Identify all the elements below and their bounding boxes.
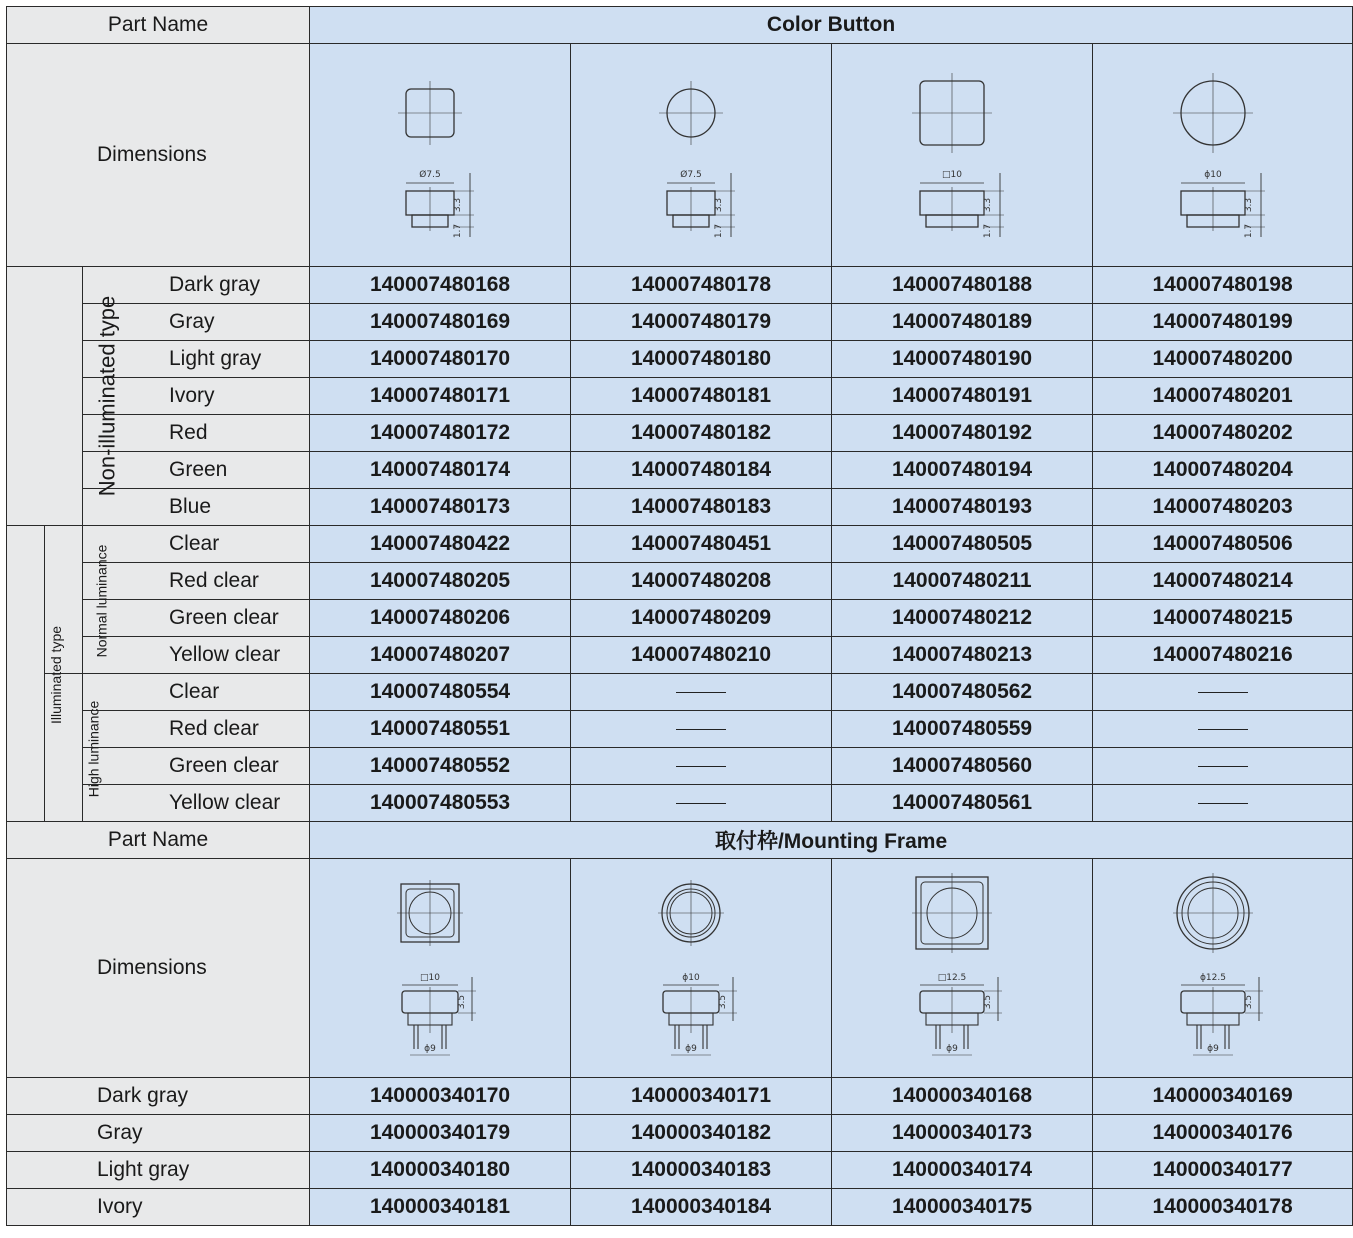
drawing-dimension-label: □12.5 bbox=[937, 973, 967, 983]
drawing-pin-label: ϕ9 bbox=[685, 1044, 697, 1054]
part-code: 140007480552 bbox=[310, 748, 571, 785]
drawing-dimension-label: ϕ12.5 bbox=[1199, 973, 1226, 983]
part-code: 140000340173 bbox=[832, 1115, 1093, 1152]
part-name-label: Part Name bbox=[7, 7, 310, 44]
illuminated-label: Illuminated type bbox=[48, 625, 65, 724]
color-label: Red bbox=[83, 415, 310, 452]
color-label: Red clear bbox=[83, 711, 310, 748]
section-title: Color Button bbox=[310, 7, 1353, 44]
color-label: Ivory bbox=[83, 378, 310, 415]
part-code: 140007480171 bbox=[310, 378, 571, 415]
part-code: 140007480191 bbox=[832, 378, 1093, 415]
drawing-dimension-label: □10 bbox=[420, 973, 441, 983]
part-code: 140007480169 bbox=[310, 304, 571, 341]
part-code: 140000340181 bbox=[310, 1189, 571, 1226]
color-label: Green bbox=[83, 452, 310, 489]
part-code: 140000340168 bbox=[832, 1078, 1093, 1115]
part-code: 140007480203 bbox=[1093, 489, 1353, 526]
part-code: 140000340176 bbox=[1093, 1115, 1353, 1152]
part-code: 140007480208 bbox=[571, 563, 832, 600]
not-available-dash bbox=[571, 674, 832, 711]
drawing-dimension-label: ϕ10 bbox=[1203, 170, 1222, 180]
drawing-pin-label: ϕ9 bbox=[424, 1044, 436, 1054]
drawing-height-label: 3.5 bbox=[983, 994, 994, 1010]
part-code: 140007480422 bbox=[310, 526, 571, 563]
part-code: 140007480181 bbox=[571, 378, 832, 415]
part-code: 140007480562 bbox=[832, 674, 1093, 711]
frame-drawing bbox=[1093, 859, 1353, 1078]
not-available-dash bbox=[571, 785, 832, 822]
button-drawing bbox=[1093, 44, 1353, 267]
frame-drawing bbox=[571, 859, 832, 1078]
part-code: 140007480204 bbox=[1093, 452, 1353, 489]
non-illuminated-group-label bbox=[7, 267, 120, 526]
part-code: 140007480205 bbox=[310, 563, 571, 600]
color-label: Green clear bbox=[83, 748, 310, 785]
part-code: 140007480505 bbox=[832, 526, 1093, 563]
drawing-height-label: 3.5 bbox=[1243, 994, 1254, 1010]
color-label: Ivory bbox=[7, 1189, 310, 1226]
drawing-height-label: 1.7 bbox=[983, 223, 994, 239]
color-label: Gray bbox=[83, 304, 310, 341]
part-code: 140007480192 bbox=[832, 415, 1093, 452]
part-code: 140007480200 bbox=[1093, 341, 1353, 378]
part-code: 140007480189 bbox=[832, 304, 1093, 341]
drawing-height-label: 3.3 bbox=[453, 197, 464, 213]
not-available-dash bbox=[571, 748, 832, 785]
part-code: 140007480193 bbox=[832, 489, 1093, 526]
drawing-dimension-label: Ø7.5 bbox=[680, 170, 702, 180]
part-code: 140007480172 bbox=[310, 415, 571, 452]
dash-mark bbox=[1198, 692, 1248, 693]
part-code: 140007480198 bbox=[1093, 267, 1353, 304]
not-available-dash bbox=[1093, 748, 1353, 785]
part-code: 140007480211 bbox=[832, 563, 1093, 600]
part-code: 140000340182 bbox=[571, 1115, 832, 1152]
part-code: 140000340179 bbox=[310, 1115, 571, 1152]
drawing-height-label: 3.5 bbox=[718, 994, 729, 1010]
dash-mark bbox=[676, 766, 726, 767]
part-code: 140007480216 bbox=[1093, 637, 1353, 674]
not-available-dash bbox=[1093, 711, 1353, 748]
part-code: 140007480184 bbox=[571, 452, 832, 489]
drawing-dimension-label: ϕ10 bbox=[682, 973, 700, 983]
color-label: Clear bbox=[83, 674, 310, 711]
part-code: 140007480212 bbox=[832, 600, 1093, 637]
part-code: 140007480206 bbox=[310, 600, 571, 637]
button-drawing bbox=[832, 44, 1093, 267]
color-label: Green clear bbox=[83, 600, 310, 637]
part-code: 140000340177 bbox=[1093, 1152, 1353, 1189]
drawing-height-label: 1.7 bbox=[1243, 223, 1254, 239]
not-available-dash bbox=[571, 711, 832, 748]
non-illuminated-label: Non-illuminated type bbox=[94, 295, 120, 497]
part-code: 140000340183 bbox=[571, 1152, 832, 1189]
part-code: 140000340180 bbox=[310, 1152, 571, 1189]
high-luminance-label-text: High luminance bbox=[85, 700, 102, 797]
part-code: 140007480559 bbox=[832, 711, 1093, 748]
part-code: 140000340170 bbox=[310, 1078, 571, 1115]
drawing-height-label: 1.7 bbox=[714, 223, 725, 239]
button-drawing bbox=[571, 44, 832, 267]
dash-mark bbox=[1198, 766, 1248, 767]
part-code: 140000340169 bbox=[1093, 1078, 1353, 1115]
part-code: 140007480215 bbox=[1093, 600, 1353, 637]
drawing-height-label: 3.3 bbox=[714, 197, 725, 213]
part-code: 140007480207 bbox=[310, 637, 571, 674]
drawing-dimension-label: Ø7.5 bbox=[419, 170, 441, 180]
part-code: 140007480174 bbox=[310, 452, 571, 489]
dimensions-label: Dimensions bbox=[7, 44, 310, 267]
part-code: 140007480180 bbox=[571, 341, 832, 378]
part-code: 140007480213 bbox=[832, 637, 1093, 674]
part-code: 140007480560 bbox=[832, 748, 1093, 785]
part-code: 140007480178 bbox=[571, 267, 832, 304]
part-code: 140000340174 bbox=[832, 1152, 1093, 1189]
drawing-pin-label: ϕ9 bbox=[946, 1044, 958, 1054]
part-code: 140007480179 bbox=[571, 304, 832, 341]
frame-drawing bbox=[310, 859, 571, 1078]
not-available-dash bbox=[1093, 785, 1353, 822]
part-code: 140007480202 bbox=[1093, 415, 1353, 452]
drawing-height-label: 3.3 bbox=[983, 197, 994, 213]
dash-mark bbox=[676, 692, 726, 693]
part-code: 140007480451 bbox=[571, 526, 832, 563]
part-code: 140007480201 bbox=[1093, 378, 1353, 415]
part-code: 140007480173 bbox=[310, 489, 571, 526]
color-label: Dark gray bbox=[7, 1078, 310, 1115]
not-available-dash bbox=[1093, 674, 1353, 711]
color-label: Gray bbox=[7, 1115, 310, 1152]
illuminated-group-label bbox=[7, 526, 65, 822]
dash-mark bbox=[676, 729, 726, 730]
part-code: 140007480182 bbox=[571, 415, 832, 452]
part-code: 140007480506 bbox=[1093, 526, 1353, 563]
color-label: Clear bbox=[83, 526, 310, 563]
part-code: 140007480183 bbox=[571, 489, 832, 526]
color-label: Red clear bbox=[83, 563, 310, 600]
frame-drawing bbox=[832, 859, 1093, 1078]
part-code: 140007480188 bbox=[832, 267, 1093, 304]
normal-luminance-label-text: Normal luminance bbox=[93, 544, 110, 657]
part-code: 140007480553 bbox=[310, 785, 571, 822]
spec-table bbox=[6, 6, 1353, 1226]
part-code: 140007480190 bbox=[832, 341, 1093, 378]
color-label: Yellow clear bbox=[83, 637, 310, 674]
drawing-dimension-label: □10 bbox=[942, 170, 963, 180]
part-code: 140007480168 bbox=[310, 267, 571, 304]
button-drawing bbox=[310, 44, 571, 267]
dash-mark bbox=[1198, 729, 1248, 730]
part-code: 140007480561 bbox=[832, 785, 1093, 822]
part-code: 140007480194 bbox=[832, 452, 1093, 489]
part-name-label: Part Name bbox=[7, 822, 310, 859]
dimensions-label: Dimensions bbox=[7, 859, 310, 1078]
drawing-pin-label: ϕ9 bbox=[1206, 1044, 1219, 1054]
color-label: Dark gray bbox=[83, 267, 310, 304]
part-code: 140000340175 bbox=[832, 1189, 1093, 1226]
part-code: 140000340184 bbox=[571, 1189, 832, 1226]
part-code: 140007480214 bbox=[1093, 563, 1353, 600]
drawing-height-label: 1.7 bbox=[453, 223, 464, 239]
drawing-height-label: 3.3 bbox=[1243, 197, 1254, 213]
color-label: Light gray bbox=[7, 1152, 310, 1189]
drawing-height-label: 3.5 bbox=[457, 994, 468, 1010]
color-label: Blue bbox=[83, 489, 310, 526]
color-label: Light gray bbox=[83, 341, 310, 378]
dash-mark bbox=[676, 803, 726, 804]
section-title: 取付枠/Mounting Frame bbox=[310, 822, 1353, 859]
dash-mark bbox=[1198, 803, 1248, 804]
part-code: 140007480210 bbox=[571, 637, 832, 674]
part-code: 140000340178 bbox=[1093, 1189, 1353, 1226]
part-code: 140007480209 bbox=[571, 600, 832, 637]
part-code: 140007480551 bbox=[310, 711, 571, 748]
part-code: 140007480554 bbox=[310, 674, 571, 711]
color-label: Yellow clear bbox=[83, 785, 310, 822]
part-code: 140007480199 bbox=[1093, 304, 1353, 341]
part-code: 140007480170 bbox=[310, 341, 571, 378]
part-code: 140000340171 bbox=[571, 1078, 832, 1115]
